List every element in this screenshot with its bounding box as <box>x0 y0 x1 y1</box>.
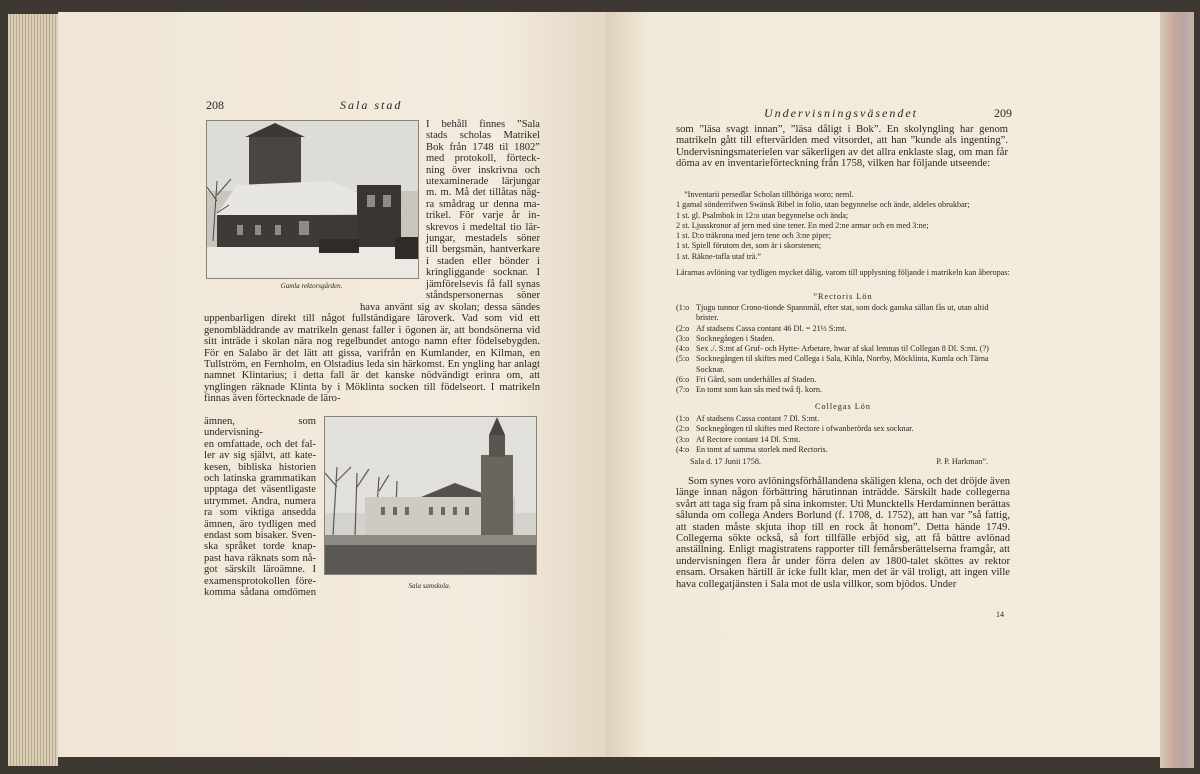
salary-intro-text: Lärarnas avlöning var tydligen mycket dålig, varom till upplysning följande i matrikeln kan åberopas: <box>676 268 1010 277</box>
page-stack-left <box>8 14 58 766</box>
salary-item <box>676 424 1010 434</box>
text-line: ra smådrag ur denna ma- <box>426 198 540 210</box>
text-line: upptaga det väsentligaste <box>204 484 316 496</box>
text-line: stads scholas Matrikel <box>426 130 540 142</box>
text-line: ning över inskrivna och <box>426 164 540 176</box>
text-line: past hava räknats som nå- <box>204 552 316 564</box>
salary-item-text: En tomt som kan sås med twå fj. korn. <box>696 385 822 395</box>
salary-item-text: Tjugu tunnor Crono-tionde Spannmål, efter stat, som dock ganska sällan fås ut, utan altid brister. <box>696 303 989 323</box>
text-line: ska språket torde knap- <box>204 541 316 553</box>
left-page <box>58 12 606 757</box>
salary-item-number: (6:o <box>676 375 690 385</box>
salary-item-text: Socknegången til skiftes med Rectore i ofwanberörda sex socknar. <box>696 424 914 434</box>
salary-item-text: Af stadsens Cassa contant 46 Dl. = 21⅓ S:mt. <box>696 323 847 333</box>
rector-heading: ”Rectoris Lön <box>813 292 873 301</box>
salary-item <box>676 385 1010 395</box>
text-line: ra som viktiga ansedda <box>204 507 316 519</box>
signature-name: P. P. Harkman”. <box>936 457 988 466</box>
running-head-right: Undervisningsväsendet <box>764 106 918 120</box>
salary-item-text: Sex ./. S:mt af Gruf- och Hytte- Arbetare, hwar af skal lemnas til Collegan 8 Dl. S:mt. (?) <box>696 344 989 354</box>
running-head-left: Sala stad <box>340 98 403 112</box>
salary-item-text: Socknegången til skiftes med Collega i Sala, Kihla, Norrby, Möcklinta, Kumla och Tärna Socknar. <box>696 354 989 374</box>
photo-rectory <box>206 120 419 279</box>
inventory-list <box>676 190 1010 262</box>
text-line: m. m. Må det tillåtas näg- <box>426 187 540 199</box>
text-line: ämnen, äro tydligen med <box>204 518 316 530</box>
salary-item-number: (3:o <box>676 434 690 444</box>
intro-paragraph <box>676 124 1008 170</box>
salary-item-number: (2:o <box>676 424 690 434</box>
text-line: utrymmet. Andra, numera <box>204 495 316 507</box>
salary-item-number: (2:o <box>676 323 690 333</box>
page-number-right: 209 <box>994 106 1012 120</box>
salary-item <box>676 435 1010 445</box>
signature-line <box>690 457 988 467</box>
signature-place-date: Sala d. 17 Junii 1758. <box>690 457 761 466</box>
text-line: jämförelsevis få fall synas <box>426 278 540 290</box>
page-number-left: 208 <box>206 98 224 112</box>
inventory-line: 2 st. Ljusskronor af jern med sine tener. En med 2:ne armar och en med 3:ne; <box>676 220 929 230</box>
text-wrap-column-1 <box>426 119 540 302</box>
text-line: komma sådana omdömen <box>204 587 316 599</box>
text-line: utexaminerade lärjungar <box>426 176 540 188</box>
text-line: skrevos i medeltal tio lär- <box>426 221 540 233</box>
text-line: I behåll finnes ”Sala <box>426 119 540 130</box>
text-line: got särskilt läroämne. I <box>204 564 316 576</box>
text-line: ståndspersonernas söner <box>426 290 540 302</box>
text-line: ler av sig självt, att kate- <box>204 450 316 462</box>
text-line: endast som bisaker. Sven- <box>204 530 316 542</box>
photo2-caption: Sala samskola. <box>408 582 451 590</box>
photo1-caption: Gamla rektorsgården. <box>280 282 343 290</box>
text-line: ämnen, som undervisning- <box>204 416 316 439</box>
closing-text: Som synes voro avlöningsförhållandena skäligen klena, och det dröjde även länge innan någon förbättring härutinnan inträdde. Särskilt hade collegerna svårt att taga sig fram på sina inkomster. Uti Muncktells Herdaminnen berättas sålunda om collega Anders Borlund (f. 1708, d. 1752), att han var ”så fattig, att staden måste skjuta ihop till en rock åt honom”. Detta hände 1749. Collegerna sökte också, så fort tillfälle erbjöd sig, att få bättre avlönad anställning. Enligt magistratens rapporter till femårsberättelserna framgår, att undervisningen flera år under förra delen av 1800-talet sköttes av rektor ensam. Orsaken härtill är icke fullt klar, men det är väl troligt, att ingen ville hava collegatjänsten i Sala mot de usla villkor, som bjödos. Under <box>676 476 1010 590</box>
page-stack-right <box>1160 12 1194 768</box>
collega-heading: Collegas Lön <box>815 402 871 411</box>
text-line: jungar, mestadels söner <box>426 233 540 245</box>
inventory-line: 1 st. Spiell förutom det, som är i skorstenen; <box>676 241 822 251</box>
salary-item-text: Af Rectore contant 14 Dl. S:mt. <box>696 434 801 444</box>
text-line: examensprotokollen före- <box>204 575 316 587</box>
salary-item-number: (4:o <box>676 444 690 454</box>
salary-item-number: (7:o <box>676 385 690 395</box>
salary-item-number: (4:o <box>676 344 690 354</box>
text-line: och latinska grammatikan <box>204 473 316 485</box>
closing-paragraph <box>676 476 1010 590</box>
right-page <box>606 12 1160 757</box>
rector-salary-list <box>676 303 1010 396</box>
salary-item <box>676 344 1010 354</box>
inventory-line: 1 st. D:o träkrona med jern tene och 3:ne piper; <box>676 231 832 241</box>
body-text-left: hava använt sig av skolan; dessa sändes uppenbarligen direkt till något fullständigare läroverk. Vad som vid ett genombläddrande av matrikeln genast faller i ögonen är, att bondsönerna vid sitt inträde i skolan nära nog regelbundet antogo namn efter födelsebygden. För en Salabo är det lätt att gissa, varifrån en Kumlander, en Kilman, en Tullström, en Fernholm, en Olstadius leda sin härkomst. En yngling har anlagt namnet Klintarius; i detta fall är det kanske nödvändigt erinra om, att ynglingen räknade Klinta by i Möklinta socken till födelseort. I matrikeln finnas även förtecknade de läro- <box>204 302 540 405</box>
inventory-line: ”Inventarii persedlar Scholan tillhöriga woro; neml. <box>684 190 854 199</box>
body-paragraph-left <box>204 302 540 405</box>
text-line: kringliggande socknar. I <box>426 267 540 279</box>
inventory-line: 1 st. Räkne-tafla utaf trä.” <box>676 251 762 261</box>
salary-item <box>676 414 1010 424</box>
salary-item-number: (1:o <box>676 414 690 423</box>
salary-item <box>676 375 1010 385</box>
salary-item-text: Af stadsens Cassa contant 7 Dl. S:mt. <box>696 414 820 423</box>
text-line: trikel. För varje år in- <box>426 210 540 222</box>
salary-item <box>676 334 1010 344</box>
photo-samskola <box>324 416 537 575</box>
inventory-line: 1 st. gl. Psalmbok in 12:o utan begynnelse och ända; <box>676 210 849 220</box>
salary-item-number: (3:o <box>676 333 690 343</box>
salary-item <box>676 354 1010 375</box>
sheet-signature-number: 14 <box>996 610 1004 619</box>
salary-item-text: En tomt af samma storlek med Rectoris. <box>696 444 828 454</box>
salary-item <box>676 445 1010 455</box>
text-line: kesen, bibliska historien <box>204 461 316 473</box>
text-wrap-column-2 <box>204 416 316 599</box>
salary-item-text: Socknegången i Staden. <box>696 333 775 343</box>
salary-item-number: (5:o <box>676 354 690 364</box>
collega-salary-list <box>676 414 1010 455</box>
text-line: i staden eller bönder i <box>426 255 540 267</box>
salary-item <box>676 324 1010 334</box>
text-line: Bok från 1748 til 1802” <box>426 141 540 153</box>
inventory-line: 1 gamal sönderrifwen Swänsk Bibel in folio, utan begynnelse och ände, aldeles obrukbar; <box>676 200 970 210</box>
salary-item <box>676 303 1010 324</box>
text-line: med protokoll, förteck- <box>426 153 540 165</box>
salary-intro <box>676 268 1010 278</box>
intro-text: som ”läsa svagt innan”, ”läsa dåligt i Bok”. En skolyngling har genom matrikeln gått till eftervärlden med vitsordet, att han ”kunde als ingenting”. Undervisningsmaterielen var säkerligen av det allra enklaste slag, om man får döma av en inventarieförteckning från 1758, vilken har följande utseende: <box>676 124 1008 170</box>
salary-item-number: (1:o <box>676 303 690 312</box>
salary-item-text: Fri Gård, som underhålles af Staden. <box>696 375 817 385</box>
text-line: till bergsmän, hantverkare <box>426 244 540 256</box>
text-line: en omfattade, och det fal- <box>204 438 316 450</box>
